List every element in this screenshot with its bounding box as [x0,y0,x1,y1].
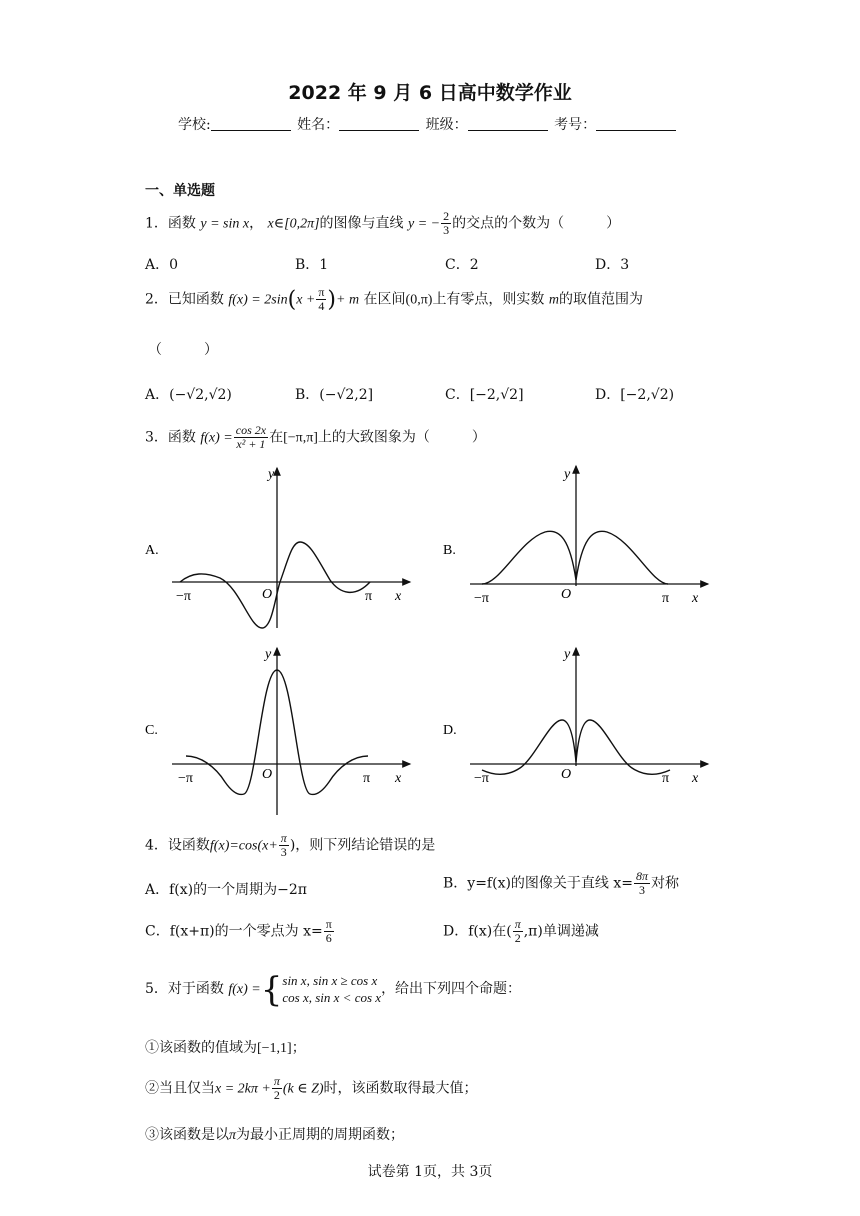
q1-option-d[interactable]: D．3 [595,257,630,273]
graph-c-left-tick: −π [178,771,193,786]
graph-b-x-label: x [692,591,699,606]
q4-text: 设函数 [167,837,210,854]
q2-text-2: 在区间 [363,291,406,308]
graph-c-origin: O [262,767,273,782]
graph-a-x-label: x [395,589,402,604]
q1-option-c[interactable]: C．2 [445,257,479,273]
field-school-label: 学校: [178,117,211,133]
q4-text-2: )，则下列结论错误的是 [289,837,436,854]
graph-d-origin: O [561,767,572,782]
q4-option-d-text: D．f(x)在( [443,923,512,940]
q3-fraction: $\frac{\cos 2x}{\text{x² + 1}}$ [235,423,267,451]
q5-case-1: sin x, sin x ≥ cos x [282,973,378,988]
q4-function: f(x)=cos(x+ [209,838,278,854]
q5-proposition-3: ③该函数是以π为最小正周期的周期函数； [145,1127,405,1143]
q1-text: 函数 [167,215,196,232]
q1-function: y = sin x [200,216,250,232]
q3-function: f(x) = [200,430,233,446]
q4-fraction: $\frac{\pi}{3}$ [280,831,287,859]
q1-text-3: 的交点的个数为（ ） [452,215,621,232]
q4-option-c[interactable] [145,918,335,945]
q2-option-b[interactable]: B．(−√2,2] [295,387,374,403]
graph-b-right-tick: π [662,591,670,606]
q2-answer-blank: （ ） [148,342,218,358]
q2-arg: x + [296,292,316,308]
q4-number: 4． [145,837,168,854]
q5-case-2: cos x, sin x < cos x [282,990,382,1005]
q3-text: 函数 [167,429,196,446]
q5-number: 5． [145,981,168,997]
q2-option-c[interactable]: C．[−2,√2] [445,387,524,403]
graph-d-x-label: x [692,771,699,786]
q5-proposition-1: ①该函数的值域为[−1,1]； [145,1040,306,1056]
graph-a-right-tick: π [365,589,373,604]
q2-fraction: $\frac{\pi}{4}$ [318,285,325,313]
q1-domain: x∈[0,2π] [267,216,320,232]
section-heading: 一、单选题 [145,183,215,199]
q3-text-3: 上的大致图象为（ ） [317,429,486,446]
question-2: 2．已知函数 f(x) = 2sin(x + $\frac{\pi}{4}$ )+ m 在区间(0,π)上有零点，则实数 m的取值范围为 [145,285,644,313]
q2-variable: m [548,292,560,308]
q1-line: y = − [408,216,441,232]
q5-text-2: ，给出下列四个命题： [381,981,522,997]
q2-function: f(x) = 2sin [228,292,288,308]
q1-fraction: $\frac{2}{3}$ [443,209,450,237]
q4-option-a[interactable]: A．f(x)的一个周期为−2π [145,882,307,898]
graph-d[interactable] [443,647,708,786]
graph-a-origin: O [262,587,273,602]
graph-a-label: A. [145,543,159,558]
q5-proposition-2: ②当且仅当x = 2kπ + $\frac{\pi}{2}$ (k ∈ Z)时，该函数取得最大值； [145,1074,478,1102]
graph-d-right-tick: π [662,771,670,786]
page-footer: 试卷第 1页，共 3页 [367,1164,493,1180]
q2-number: 2． [145,291,168,308]
graph-c-label: C. [145,723,158,738]
q5-cases [282,972,381,1006]
q2-option-a[interactable]: A．(−√2,√2) [145,387,232,403]
graph-a-y-label: y [268,467,275,482]
q4-option-b-text: B．y=f(x)的图像关于直线 x= [443,875,634,892]
q5-function: f(x) = [228,982,261,997]
graph-c-right-tick: π [363,771,371,786]
q2-interval: (0,π) [405,292,433,308]
q3-interval: [−π,π] [283,430,318,446]
q2-text-4: 的取值范围为 [559,291,644,308]
q1-text-2: 的图像与直线 [319,215,404,232]
q2-text-3: 上有零点，则实数 [432,291,545,308]
field-class-label: 班级： [425,117,468,133]
graph-a[interactable] [145,467,410,628]
graph-b[interactable] [443,466,708,606]
graph-d-y-label: y [564,647,571,662]
graph-d-label: D. [443,723,457,738]
field-exam-number-label: 考号： [554,117,597,133]
question-5: 5．对于函数 f(x) ={ sin x, sin x ≥ cos x cos x, sin x < cos x ，给出下列四个命题： [145,970,522,1010]
graph-c-y-label: y [265,647,272,662]
q3-number: 3． [145,429,168,446]
q3-text-2: 在 [269,429,284,446]
graph-b-curve [482,531,668,584]
q1-number: 1． [145,215,168,232]
q4-option-c-fraction: $\frac{\pi}{6}$ [325,917,332,945]
q4-option-b-text-2: 对称 [651,875,680,892]
graph-b-left-tick: −π [474,591,489,606]
q1-option-b[interactable]: B．1 [295,257,329,273]
q4-option-b-fraction: $\frac{8\pi}{3}$ [636,869,649,897]
graph-c[interactable] [145,647,410,815]
q4-option-d-fraction: $\frac{\pi}{2}$ [514,917,521,945]
field-name-label: 姓名： [297,117,340,133]
q4-option-c-text: C．f(x+π)的一个零点为 x= [145,923,323,940]
graph-a-curve [180,542,373,628]
q5-text: 对于函数 [167,981,224,997]
graph-b-origin: O [561,587,572,602]
page-title: 2022 年 9 月 6 日高中数学作业 [288,82,572,104]
q2-option-d[interactable]: D．[−2,√2) [595,387,675,403]
q4-option-d-text-2: ,π)单调递减 [523,923,599,940]
q2-m-term: + m [336,292,360,308]
graph-b-y-label: y [564,467,571,482]
q4-option-b[interactable] [443,870,679,897]
graph-a-left-tick: −π [176,589,191,604]
q1-option-a[interactable]: A．0 [145,257,179,273]
graph-b-label: B. [443,543,456,558]
graph-d-left-tick: −π [474,771,489,786]
graph-c-x-label: x [395,771,402,786]
q2-text: 已知函数 [167,291,224,308]
question-4 [145,832,435,859]
q1-comma: ， [249,215,264,232]
q4-option-d[interactable] [443,918,599,945]
